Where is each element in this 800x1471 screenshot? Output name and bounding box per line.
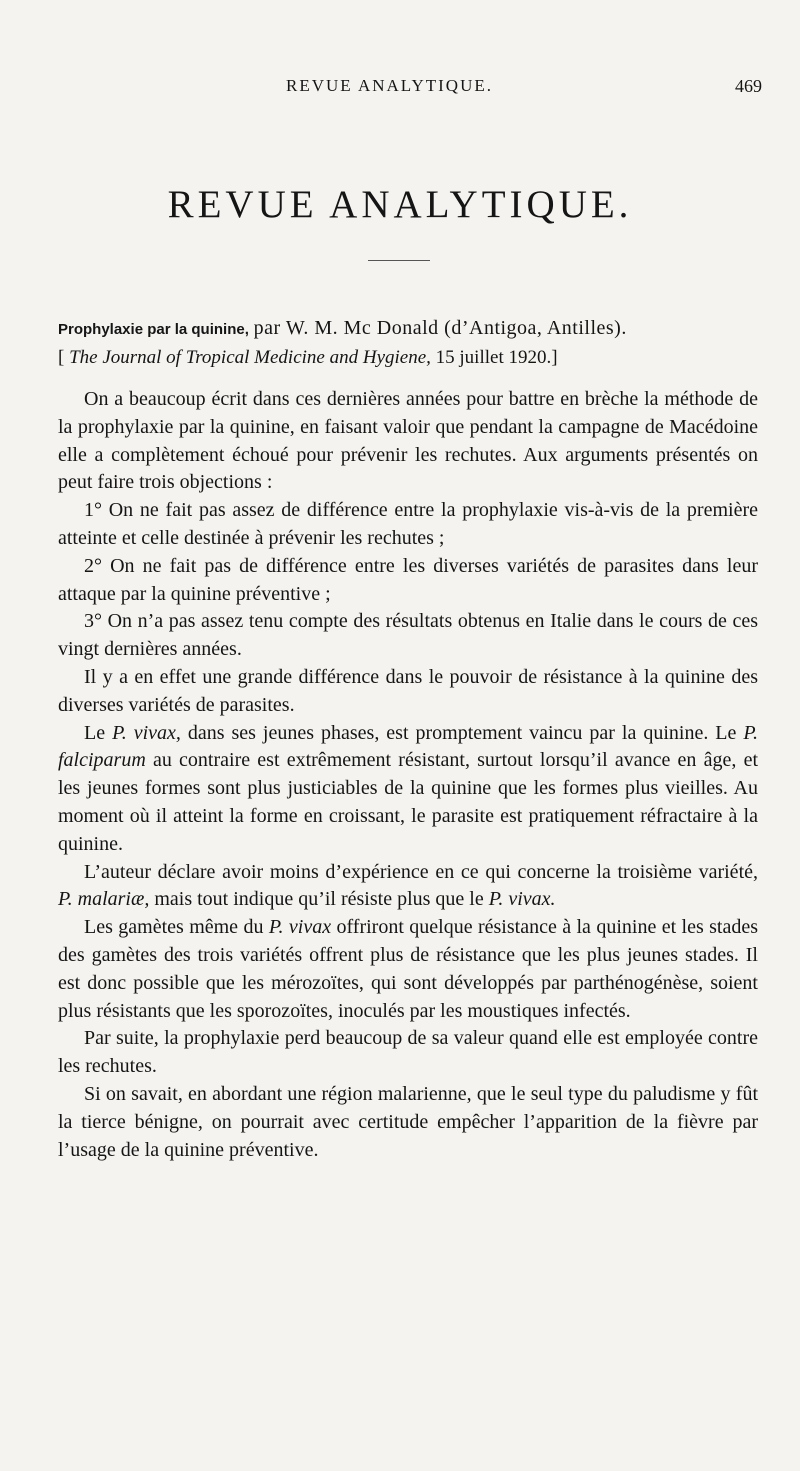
article-header [58,314,758,372]
journal-name: The Journal of Tropical Medicine and Hygiene, [69,347,431,368]
paragraph: 3° On n’a pas assez tenu compte des résultats obtenus en Italie dans le cours de ces vingt dernières années. [58,610,758,661]
species-name: P. vivax. [488,888,556,911]
running-title: REVUE ANALYTIQUE. [286,76,493,95]
species-name: P. falciparum [58,721,759,772]
paragraph: 2° On ne fait pas de différence entre les diverses variétés de parasites dans leur attaque par la quinine préventive ; [58,554,758,605]
article [58,314,758,1164]
citation-bracket: [ [58,347,65,368]
text-run: Les gamètes même du [84,916,264,939]
title-rule [368,260,430,261]
publication-date: 15 juillet 1920.] [435,347,558,368]
paragraph: Si on savait, en abordant une région malarienne, que le seul type du paludisme y fût la tierce bénigne, on pourrait avec certitude empêcher l’apparition de la fièvre par l’usage de la quinine préventive. [58,1082,758,1161]
paragraph: 1° On ne fait pas assez de différence entre la prophylaxie vis-à-vis de la première atteinte et celle destinée à prévenir les rechutes ; [58,499,758,549]
text-run: L’auteur déclare avoir moins d’expérience en ce qui concerne la troisième variété, [84,860,758,883]
paragraph [58,914,758,1025]
text-run: au contraire est extrêmement résistant, surtout lorsqu’il avance en âge, et les jeunes formes sont plus justiciables de la quinine que les formes plus vieilles. Au moment où il atteint la forme en croissant, le parasite est pratiquement réfractaire à la quinine. [58,749,759,855]
species-name: P. malariæ, [58,888,150,911]
article-author: par W. M. Mc Donald (d’Antigoa, Antilles). [253,317,627,339]
page-number: 469 [735,76,762,96]
paragraph: On a beaucoup écrit dans ces dernières années pour battre en brèche la méthode de la prophylaxie par la quinine, en faisant valoir que pendant la campagne de Macédoine elle a complètement échoué pour prévenir les rechutes. Aux arguments présentés on peut faire trois objections : [58,388,758,494]
article-body [58,386,758,1164]
text-run: dans ses jeunes phases, est promptement vaincu par la quinine. Le [187,721,737,744]
running-header [0,76,800,100]
article-title: Prophylaxie par la quinine, [58,321,249,338]
text-run: mais tout indique qu’il résiste plus que le [154,888,484,911]
text-run: offriront quelque résistance à la quinine et les stades des gamètes des trois variétés offrent plus de résistance que les plus jeunes stades. Il est donc possible que les mérozoïtes, qui sont développés par parthénogénèse, soient plus résistants que les sporozoïtes, inoculés par les moustiques infectés. [58,916,759,1022]
paragraph: Par suite, la prophylaxie perd beaucoup de sa valeur quand elle est employée contre les rechutes. [58,1027,758,1078]
paragraph [58,859,758,915]
species-name: P. vivax, [112,721,181,744]
text-run: Le [84,721,106,744]
species-name: P. vivax [268,916,332,939]
paragraph: Il y a en effet une grande différence dans le pouvoir de résistance à la quinine des diverses variétés de parasites. [58,665,758,716]
paragraph [58,720,758,859]
section-title: REVUE ANALYTIQUE. [167,183,633,226]
